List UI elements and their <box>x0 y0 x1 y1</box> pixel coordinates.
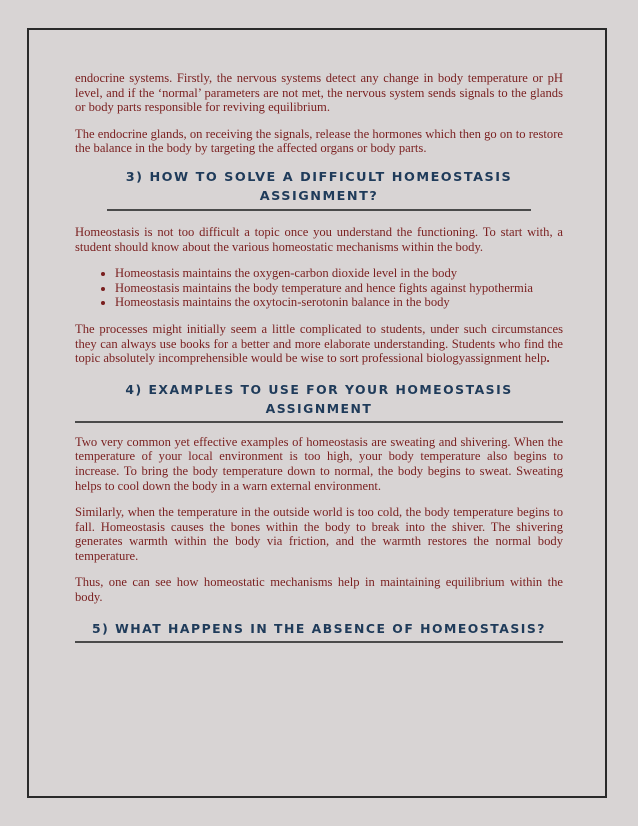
list-item: • Homeostasis maintains the body temperature and hence fights against hypothermia <box>115 281 563 296</box>
closing-text: The processes might initially seem a little complicated to students, under such circumstances they can always use books for a better and more elaborate understanding. Students who find the topic absolutely incomprehensible would be wise to sort professional biologyassignment help <box>75 321 563 366</box>
closing-period: . <box>546 351 550 366</box>
section-3-heading: 3) HOW TO SOLVE A DIFFICULT HOMEOSTASIS ASSIGNMENT? <box>107 168 531 211</box>
section-4-heading: 4) EXAMPLES TO USE FOR YOUR HOMEOSTASIS ASSIGNMENT <box>75 380 563 423</box>
section-5-heading: 5) WHAT HAPPENS IN THE ABSENCE OF HOMEOSTASIS? <box>75 619 563 643</box>
list-item: • Homeostasis maintains the oxytocin-serotonin balance in the body <box>115 295 563 310</box>
paragraph: Thus, one can see how homeostatic mechanisms help in maintaining equilibrium within the body. <box>75 575 563 605</box>
section-3-closing <box>75 322 563 366</box>
paragraph: Two very common yet effective examples of homeostasis are sweating and shivering. When the temperature of your local environment is too high, your body temperature also begins to increase. To bring the body temperature down to normal, the body begins to sweat. Sweating helps to cool down the body in a warn external environment. <box>75 434 563 493</box>
paragraph: Similarly, when the temperature in the outside world is too cold, the body temperature begins to fall. Homeostasis causes the bones within the body to break into the shiver. The shivering generates warmth within the body via friction, and the warmth restores the normal body temperature. <box>75 505 563 563</box>
document-body <box>75 71 563 643</box>
bullet-list <box>75 266 563 310</box>
paragraph: endocrine systems. Firstly, the nervous systems detect any change in body temperature or pH level, and if the ‘normal’ parameters are not met, the nervous system sends signals to the glands or body parts responsible for reviving equilibrium. <box>75 71 563 115</box>
list-item: • Homeostasis maintains the oxygen-carbon dioxide level in the body <box>115 266 563 281</box>
section-3-intro: Homeostasis is not too difficult a topic once you understand the functioning. To start with, a student should know about the various homeostatic mechanisms within the body. <box>75 224 563 254</box>
paragraph: The endocrine glands, on receiving the signals, release the hormones which then go on to restore the balance in the body by targeting the affected organs or body parts. <box>75 126 563 156</box>
